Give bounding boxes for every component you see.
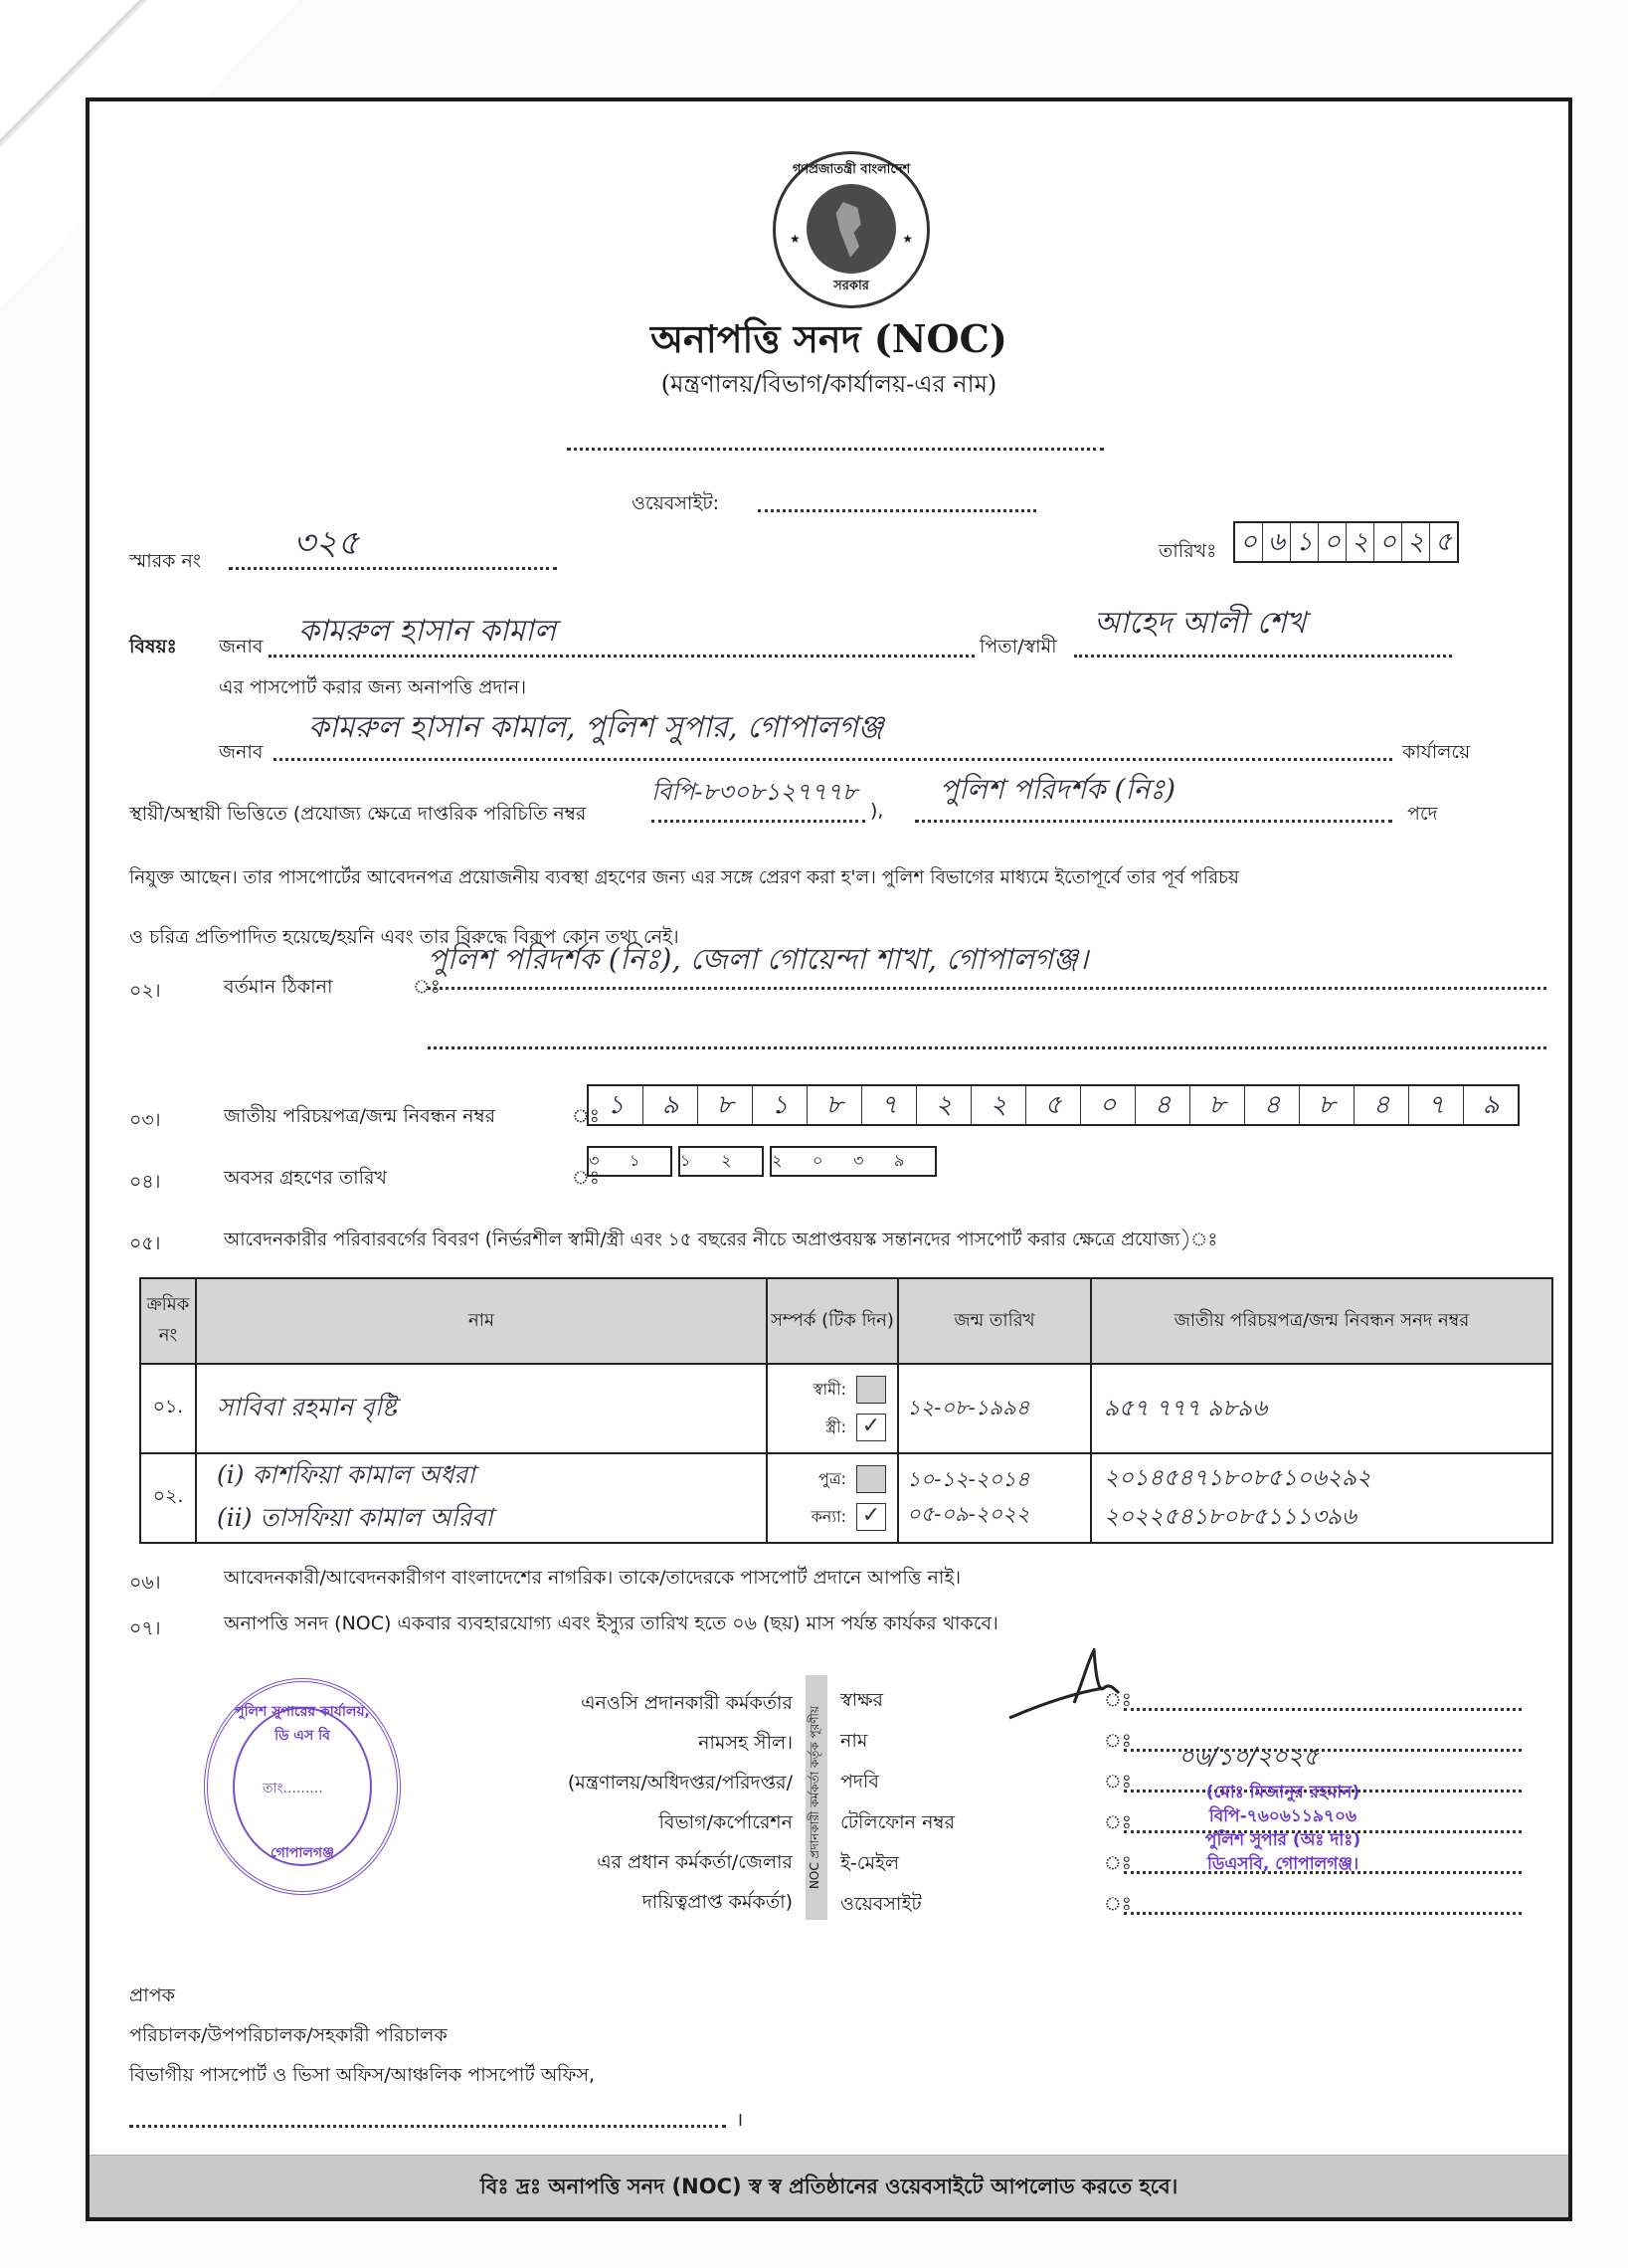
date-label: তারিখঃ [1159,540,1217,562]
para-line3: নিযুক্ত আছেন। তার পাসপোর্টের আবেদনপত্র প্রয়োজনীয় ব্যবস্থা গ্রহণের জন্য এর সঙ্গে প্রেরণ করা হ'ল। পুলিশ বিভাগের মাধ্যমে ইতোপূর্বে তার পূর্ব পরিচয় [129,867,1239,888]
nid-colon: ঃ [572,1105,600,1127]
seal-bottom-text: সরকার [833,279,869,293]
retirement-label: অবসর গ্রহণের তারিখ [224,1167,388,1189]
issuer-description-line: এর প্রধান কর্মকর্তা/জেলার [597,1851,793,1873]
star-icon: ★ [790,232,801,246]
signature-date: ০৬/১০/২০২৫ [1178,1743,1319,1771]
id-value: ৯৫৭ ৭৭৭ ৯৮৯৬ [1104,1395,1268,1421]
stamp-middle-text: তাং......... [263,1781,323,1796]
retirement-digit-box[interactable]: ২ [721,1151,732,1170]
dob-value: ১০-১২-২০১৪ [907,1467,1030,1491]
retirement-digit-box[interactable]: ০ [813,1151,823,1170]
nid-label: জাতীয় পরিচয়পত্র/জন্ম নিবন্ধন নম্বর [224,1105,496,1127]
checked-checkbox[interactable]: ✓ [856,1503,886,1531]
date-digit-box[interactable]: ৫ [1435,527,1452,557]
father-label: পিতা/স্বামী [980,636,1057,658]
dob-value: ১২-০৮-১৯৯৪ [907,1395,1030,1419]
officer-line-dots [273,758,1392,761]
nid-digit-box[interactable]: ৮ [698,1086,753,1124]
col-id: জাতীয় পরিচয়পত্র/জন্ম নিবন্ধন সনদ নম্বর [1091,1278,1552,1364]
applicant-name[interactable]: কামরুল হাসান কামাল [298,614,557,649]
nid-digit-box[interactable]: ৫ [1026,1086,1081,1124]
nid-digit-box[interactable]: ৪ [1355,1086,1409,1124]
document-subtitle: (মন্ত্রণালয়/বিভাগ/কার্যালয়-এর নাম) [660,370,997,398]
nid-digit-box[interactable]: ৯ [1482,1090,1500,1120]
dob-value: ০৫-০৯-২০২২ [907,1502,1030,1526]
body-janab: জনাব [219,741,264,763]
relation-label: স্বামী: [813,1379,846,1399]
retirement-date-boxes[interactable] [587,1146,943,1177]
table-row [140,1364,1552,1453]
office-round-stamp [204,1678,401,1895]
nid-digit-box[interactable]: ২ [972,1086,1026,1124]
item05-num: ০৫। [129,1232,161,1254]
name-cell[interactable] [196,1453,767,1543]
item03-num: ০৩। [129,1109,161,1131]
ministry-name-line[interactable] [567,448,1104,451]
recipient-office-field[interactable] [129,2125,726,2128]
para-line4: ও চরিত্র প্রতিপাদিত হয়েছে/হয়নি এবং তার বিরুদ্ধে বিরূপ কোন তথ্য নেই। [129,926,679,948]
official-id[interactable]: বিপি-৮৩০৮১২৭৭৭৮ [651,778,858,806]
website-field[interactable] [758,509,1036,512]
item02-num: ০২। [129,980,161,1002]
issuer-field-colon: ঃ [1104,1771,1132,1793]
basis-text: স্থায়ী/অস্থায়ী ভিত্তিতে (প্রযোজ্য ক্ষেত্রে দাপ্তরিক পরিচিতি নম্বর [129,803,587,825]
nid-digit-box[interactable]: ৭ [862,1086,917,1124]
relation-cell [767,1364,898,1453]
nid-digit-box[interactable]: ৮ [1300,1086,1355,1124]
issuer-field-colon: ঃ [1104,1811,1132,1833]
memo-field-line [229,567,557,570]
government-seal-icon [773,151,930,308]
retirement-digit-box[interactable]: ১ [630,1151,640,1170]
issuer-field-colon: ঃ [1104,1893,1132,1915]
issuer-field-label: ওয়েবসাইট [840,1893,922,1915]
item04-num: ০৪। [129,1171,161,1193]
member-name: সাবিবা রহমান বৃষ্টি [217,1392,397,1421]
date-boxes[interactable] [1233,521,1459,563]
address-label: বর্তমান ঠিকানা [224,976,333,998]
nid-digit-box[interactable]: ৮ [1190,1086,1245,1124]
star-icon: ★ [902,232,913,246]
col-serial: ক্রমিক নং [140,1278,196,1364]
stamp-line: বিপি-৭৬০৬১১৯৭০৬ [1208,1806,1357,1826]
nid-digit-box[interactable]: ৮ [808,1086,862,1124]
date-digit-box[interactable]: ১ [1291,523,1319,561]
issuer-field-colon: ঃ [1104,1730,1132,1752]
family-section-label: আবেদনকারীর পরিবারবর্গের বিবরণ (নির্ভরশীল স্বামী/স্ত্রী এবং ১৫ বছরের নীচে অপ্রাপ্তবয়স্ক সন্তানদের পাসপোর্ট করার ক্ষেত্রে প্রযোজ্য)ঃ [224,1229,1218,1250]
item06-num: ০৬। [129,1572,161,1594]
member-name: (ii) তাসফিয়া কামাল অরিবা [217,1503,493,1532]
col-relation: সম্পর্ক (টিক দিন) [767,1278,898,1364]
recipient-end: । [736,2109,744,2131]
present-address[interactable]: পুলিশ পরিদর্শক (নিঃ), জেলা গোয়েন্দা শাখা, গোপালগঞ্জ। [428,942,1089,976]
seal-top-text: গণপ্রজাতন্ত্রী বাংলাদেশ [792,162,911,177]
date-digit-box[interactable]: ৬ [1263,523,1291,561]
nid-digit-box[interactable]: ০ [1081,1086,1136,1124]
issuer-field-label: ই-মেইল [840,1852,900,1874]
issuer-description-line: নামসহ সীল। [698,1732,793,1754]
retirement-day-group[interactable] [587,1146,672,1177]
signature [1004,1648,1144,1728]
retirement-month-group[interactable] [678,1146,764,1177]
address-line-2[interactable] [428,1046,1546,1049]
relation-label: কন্যা: [811,1506,846,1526]
id-cell[interactable] [1091,1453,1552,1543]
issuer-field-input[interactable] [1124,1912,1522,1915]
issuer-description-line: বিভাগ/কর্পোরেশন [658,1811,793,1833]
memo-label: স্মারক নং [129,550,202,572]
footer-note: বিঃ দ্রঃ অনাপত্তি সনদ (NOC) স্ব স্ব প্রতিষ্ঠানের ওয়েবসাইটে আপলোড করতে হবে। [90,2155,1568,2217]
recipient-line1: পরিচালক/উপপরিচালক/সহকারী পরিচালক [129,2024,448,2046]
issuer-side-label: NOC প্রদানকারী কর্মকর্তা কর্তৃক পূরণীয় [806,1675,827,1920]
issuer-field-label: নাম [840,1730,868,1752]
date-digit-box[interactable]: ০ [1235,523,1263,561]
checked-checkbox[interactable]: ✓ [856,1414,886,1441]
serial-cell: ০২. [140,1453,196,1543]
relation-label: স্ত্রী: [825,1417,846,1436]
stamp-top-text: পুলিশ সুপারের কার্যালয়, ডি এস বি [235,1704,370,1744]
retirement-colon: ঃ [572,1167,600,1189]
designation[interactable]: পুলিশ পরিদর্শক (নিঃ) [940,773,1176,806]
father-name-line [1074,655,1452,658]
nid-digit-box[interactable]: ১ [589,1086,643,1124]
issuer-field-label: পদবি [840,1771,879,1793]
issuer-field-label: টেলিফোন নম্বর [840,1811,956,1833]
id-cell[interactable] [1091,1364,1552,1453]
official-id-line [651,820,865,823]
stamp-line: ডিএসবি, গোপালগঞ্জ। [1206,1854,1359,1874]
retirement-digit-box[interactable]: ৩ [589,1151,600,1170]
table-row [140,1453,1552,1543]
name-cell[interactable] [196,1364,767,1453]
date-digit-box[interactable]: ০ [1319,523,1347,561]
designation-suffix: পদে [1407,803,1438,825]
memo-number[interactable]: ৩২৫ [293,523,360,563]
family-table [139,1277,1553,1544]
bangladesh-map-icon [832,202,868,258]
issuer-field-input[interactable] [1124,1708,1522,1711]
office-suffix: কার্যালয়ে [1402,741,1471,763]
checkbox[interactable] [856,1376,886,1404]
nid-digit-box[interactable]: ৪ [1136,1086,1190,1124]
address-colon: ঃ [413,976,441,998]
retirement-year-group[interactable] [770,1146,937,1177]
subject-label: বিষয়ঃ [129,636,177,658]
website-label: ওয়েবসাইট: [632,492,720,514]
item06-text: আবেদনকারী/আবেদনকারীগণ বাংলাদেশের নাগরিক। তাকে/তাদেরকে পাসপোর্ট প্রদানে আপত্তি নাই। [224,1567,962,1589]
id-close: ), [870,800,884,822]
nid-digit-box[interactable]: ২ [917,1086,972,1124]
issuer-field-colon: ঃ [1104,1689,1132,1711]
issuer-field-row [840,1882,1537,1922]
issuer-description-line: দায়িত্বপ্রাপ্ত কর্মকর্তা) [641,1891,793,1913]
issuer-description [568,1683,793,1922]
dob-cell[interactable] [898,1364,1091,1453]
designation-line [915,820,1392,823]
address-line-1 [428,987,1546,990]
date-digit-box[interactable]: ০ [1374,523,1402,561]
father-name[interactable]: আহেদ আলী শেখ [1094,606,1307,641]
nid-digit-box[interactable]: ৪ [1245,1086,1300,1124]
item07-num: ০৭। [129,1617,161,1639]
issuer-description-line: এনওসি প্রদানকারী কর্মকর্তার [581,1692,793,1714]
id-value: ২০২২৫৪১৮০৮৫১১১৩৯৬ [1104,1504,1357,1530]
nid-digit-box[interactable]: ১ [753,1086,808,1124]
retirement-digit-box[interactable]: ১ [680,1151,691,1170]
nid-digit-box[interactable]: ৯ [643,1086,698,1124]
date-digit-box[interactable]: ২ [1347,523,1374,561]
recipient-line2: বিভাগীয় পাসপোর্ট ও ভিসা অফিস/আঞ্চলিক পাসপোর্ট অফিস, [129,2064,596,2086]
stamp-bottom-text: গোপালগঞ্জ [270,1845,335,1861]
issuer-field-row [840,1678,1537,1718]
checkbox[interactable] [856,1465,886,1493]
recipient-label: প্রাপক [129,1984,175,2006]
officer-line[interactable]: কামরুল হাসান কামাল, পুলিশ সুপার, গোপালগঞ্জ [308,710,884,745]
retirement-digit-box[interactable]: ৩ [853,1151,864,1170]
name-designation-stamp [1134,1781,1432,1876]
serial-cell: ০১. [140,1364,196,1453]
nid-digit-box[interactable]: ৭ [1409,1086,1464,1124]
dob-cell[interactable] [898,1453,1091,1543]
member-name: (i) কাশফিয়া কামাল অধরা [217,1460,475,1489]
date-digit-box[interactable]: ২ [1402,523,1430,561]
document-title: অনাপত্তি সনদ (NOC) [650,316,1007,361]
item07-text: অনাপত্তি সনদ (NOC) একবার ব্যবহারযোগ্য এবং ইস্যুর তারিখ হতে ০৬ (ছয়) মাস পর্যন্ত কার্যকর থাকবে। [224,1612,998,1634]
retirement-digit-box[interactable]: ৯ [894,1151,905,1170]
id-value: ২০১৪৫৪৭১৮০৮৫১০৬২৯২ [1104,1465,1371,1491]
noc-document [86,97,1572,2221]
stamp-line: (মোঃ মিজানুর রহমান) [1205,1783,1360,1802]
col-dob: জন্ম তারিখ [898,1278,1091,1364]
issuer-field-colon: ঃ [1104,1852,1132,1874]
col-name: নাম [196,1278,767,1364]
subject-line2: এর পাসপোর্ট করার জন্য অনাপত্তি প্রদান। [219,676,527,698]
issuer-field-label: স্বাক্ষর [840,1689,883,1711]
relation-label: পুত্র: [817,1468,846,1488]
relation-cell [767,1453,898,1543]
applicant-name-line [269,655,975,658]
subject-janab: জনাব [219,636,264,658]
retirement-digit-box[interactable]: ২ [772,1151,783,1170]
stamp-line: পুলিশ সুপার (অঃ দাঃ) [1204,1830,1361,1850]
issuer-description-line: (মন্ত্রণালয়/অধিদপ্তর/পরিদপ্তর/ [567,1772,793,1794]
nid-boxes[interactable] [587,1084,1520,1126]
